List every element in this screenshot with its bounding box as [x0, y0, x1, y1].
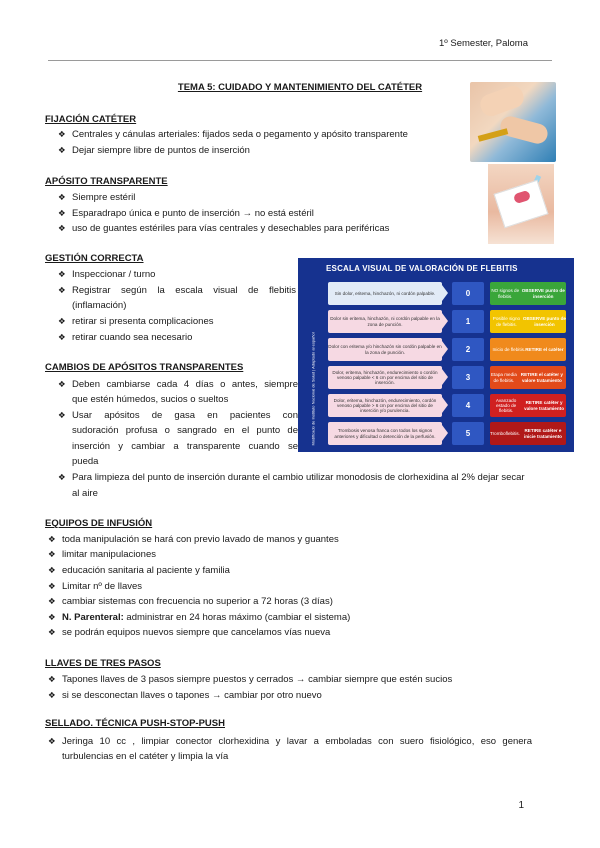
- scale-row-action: Avanzado estado de flebitis. RETIRE catéter y valore tratamiento: [490, 394, 566, 417]
- scale-row-grade: 3: [452, 366, 484, 389]
- scale-row: [328, 310, 566, 333]
- list-item: ❖ Usar apósitos de gasa en pacientes con: [58, 410, 298, 421]
- list-item: ❖ Deben cambiarse cada 4 días o antes, siempre: [58, 379, 298, 390]
- header-divider: [48, 60, 552, 61]
- scale-row-action: Inicio de flebitis. RETIRE el catéter: [490, 338, 566, 361]
- section-heading-fijacion: FIJACIÓN CATÉTER: [45, 114, 137, 125]
- list-item: ❖ Esparadrapo única e punto de inserción → no está estéril: [58, 208, 314, 219]
- arrow-right-icon: [442, 285, 448, 301]
- list-item: ❖ educación sanitaria al paciente y familia: [48, 565, 230, 576]
- scale-row-action: Etapa media de flebitis. RETIRE el catéter y valore tratamiento: [490, 366, 566, 389]
- arrow-right-icon: [442, 425, 448, 441]
- list-item: ❖ si se desconectan llaves o tapones → cambiar por otro nuevo: [48, 690, 322, 701]
- list-item-continued: que estén húmedos, sucios o sueltos: [72, 394, 229, 405]
- list-item: ❖ cambiar sistemas con frecuencia no superior a 72 horas (3 días): [48, 596, 333, 607]
- list-item: ❖ N. Parenteral: administrar en 24 horas máximo (cambiar el sistema): [48, 612, 351, 623]
- list-item: ❖ retirar cuando sea necesario: [58, 332, 193, 343]
- scale-side-caption: Modificado de Instituto Nacional de Salud | Adaptado al español: [310, 332, 316, 446]
- header-author: 1º Semester, Paloma: [438, 38, 528, 49]
- phlebitis-scale-figure: [298, 258, 574, 452]
- page-number: 1: [518, 800, 524, 811]
- list-item: ❖ Dejar siempre libre de puntos de inserción: [58, 145, 250, 156]
- list-item: ❖ toda manipulación se hará con previo lavado de manos y guantes: [48, 534, 339, 545]
- page-title: TEMA 5: CUIDADO Y MANTENIMIENTO DEL CATÉTER: [177, 82, 423, 93]
- scale-row-action: Posible signo de flebitis. OBSERVE punto de inserción: [490, 310, 566, 333]
- scale-row-grade: 0: [452, 282, 484, 305]
- list-item: ❖ Jeringa 10 cc , limpiar conector clorhexidina y lavar a emboladas con suero fisiológico, eso genera: [48, 736, 532, 747]
- arrow-right-icon: [442, 341, 448, 357]
- list-item-continued: (inflamación): [72, 300, 127, 311]
- list-item-continued: turbulencias en el catéter y limpia la vía: [62, 751, 229, 762]
- scale-row-action: Tromboflebitis. RETIRE catéter e inicie tratamiento: [490, 422, 566, 445]
- list-item-continued: pueda: [72, 456, 99, 467]
- list-item-continued: al aire: [72, 488, 98, 499]
- scale-row-grade: 5: [452, 422, 484, 445]
- scale-row-description: Dolor, eritema, hinchazón, endurecimiento, cordón venoso palpable > 6 cm por encima del sitio de inserción y/o purulencia.: [328, 394, 442, 417]
- scale-row: [328, 282, 566, 305]
- list-item: ❖ Inspeccionar / turno: [58, 269, 156, 280]
- section-heading-llaves: LLAVES DE TRES PASOS: [45, 658, 161, 669]
- section-heading-aposito: APÓSITO TRANSPARENTE: [45, 176, 168, 187]
- scale-row-grade: 2: [452, 338, 484, 361]
- scale-row-grade: 4: [452, 394, 484, 417]
- list-item: ❖ Registrar según la escala visual de flebitis: [58, 285, 296, 296]
- scale-title: ESCALA VISUAL DE VALORACIÓN DE FLEBITIS: [326, 264, 518, 273]
- list-item: ❖ Siempre estéril: [58, 192, 136, 203]
- list-item: ❖ se podrán equipos nuevos siempre que cancelamos vías nueva: [48, 627, 331, 638]
- scale-row: [328, 422, 566, 445]
- scale-row-action: NO signos de flebitis. OBSERVE punto de inserción: [490, 282, 566, 305]
- arrow-right-icon: [442, 397, 448, 413]
- list-item: ❖ Tapones llaves de 3 pasos siempre puestos y cerrados → cambiar siempre que estén sucios: [48, 674, 453, 685]
- transparent-dressing-photo: [488, 164, 554, 244]
- scale-row-description: Dolor, eritema, hinchazón, endurecimiento o cordón venoso palpable < 6 cm por encima del sitio de inserción.: [328, 366, 442, 389]
- section-heading-gestion: GESTIÓN CORRECTA: [45, 253, 144, 264]
- list-item-continued: inserción y cambiar a transparente cuando se: [72, 441, 298, 452]
- list-item: ❖ Centrales y cánulas arteriales: fijados seda o pegamento y apósito transparente: [58, 129, 408, 140]
- list-item: ❖ Limitar nº de llaves: [48, 581, 143, 592]
- scale-row-description: Dolor con eritema y/o hinchazón sin cordón palpable en la zona de punción.: [328, 338, 442, 361]
- scale-row-description: Dolor sin eritema, hinchazón, ni cordón palpable en la zona de punción.: [328, 310, 442, 333]
- scale-row: [328, 394, 566, 417]
- scale-row: [328, 338, 566, 361]
- section-heading-cambios: CAMBIOS DE APÓSITOS TRANSPARENTES: [45, 362, 244, 373]
- catheter-fixation-photo: [470, 82, 556, 162]
- scale-row-description: Trombosis venosa franca con todos los signos anteriores y dificultad o detención de la perfusión.: [328, 422, 442, 445]
- scale-row: [328, 366, 566, 389]
- list-item: ❖ uso de guantes estériles para vías centrales y desechables para periféricas: [58, 223, 390, 234]
- scale-row-description: Sin dolor, eritema, hinchazón, ni cordón palpable.: [328, 282, 442, 305]
- arrow-right-icon: [442, 313, 448, 329]
- section-heading-equipos: EQUIPOS DE INFUSIÓN: [45, 518, 153, 529]
- scale-row-grade: 1: [452, 310, 484, 333]
- arrow-right-icon: [442, 369, 448, 385]
- section-heading-sellado: SELLADO. TÉCNICA PUSH-STOP-PUSH: [45, 718, 225, 729]
- list-item: ❖ limitar manipulaciones: [48, 549, 156, 560]
- list-item-continued: sudoración profusa o sangrado en el punto de: [72, 425, 298, 436]
- list-item: ❖ retirar si presenta complicaciones: [58, 316, 214, 327]
- list-item: ❖ Para limpieza del punto de inserción durante el cambio utilizar monodosis de clorhexidina al 2% dejar secar: [58, 472, 525, 483]
